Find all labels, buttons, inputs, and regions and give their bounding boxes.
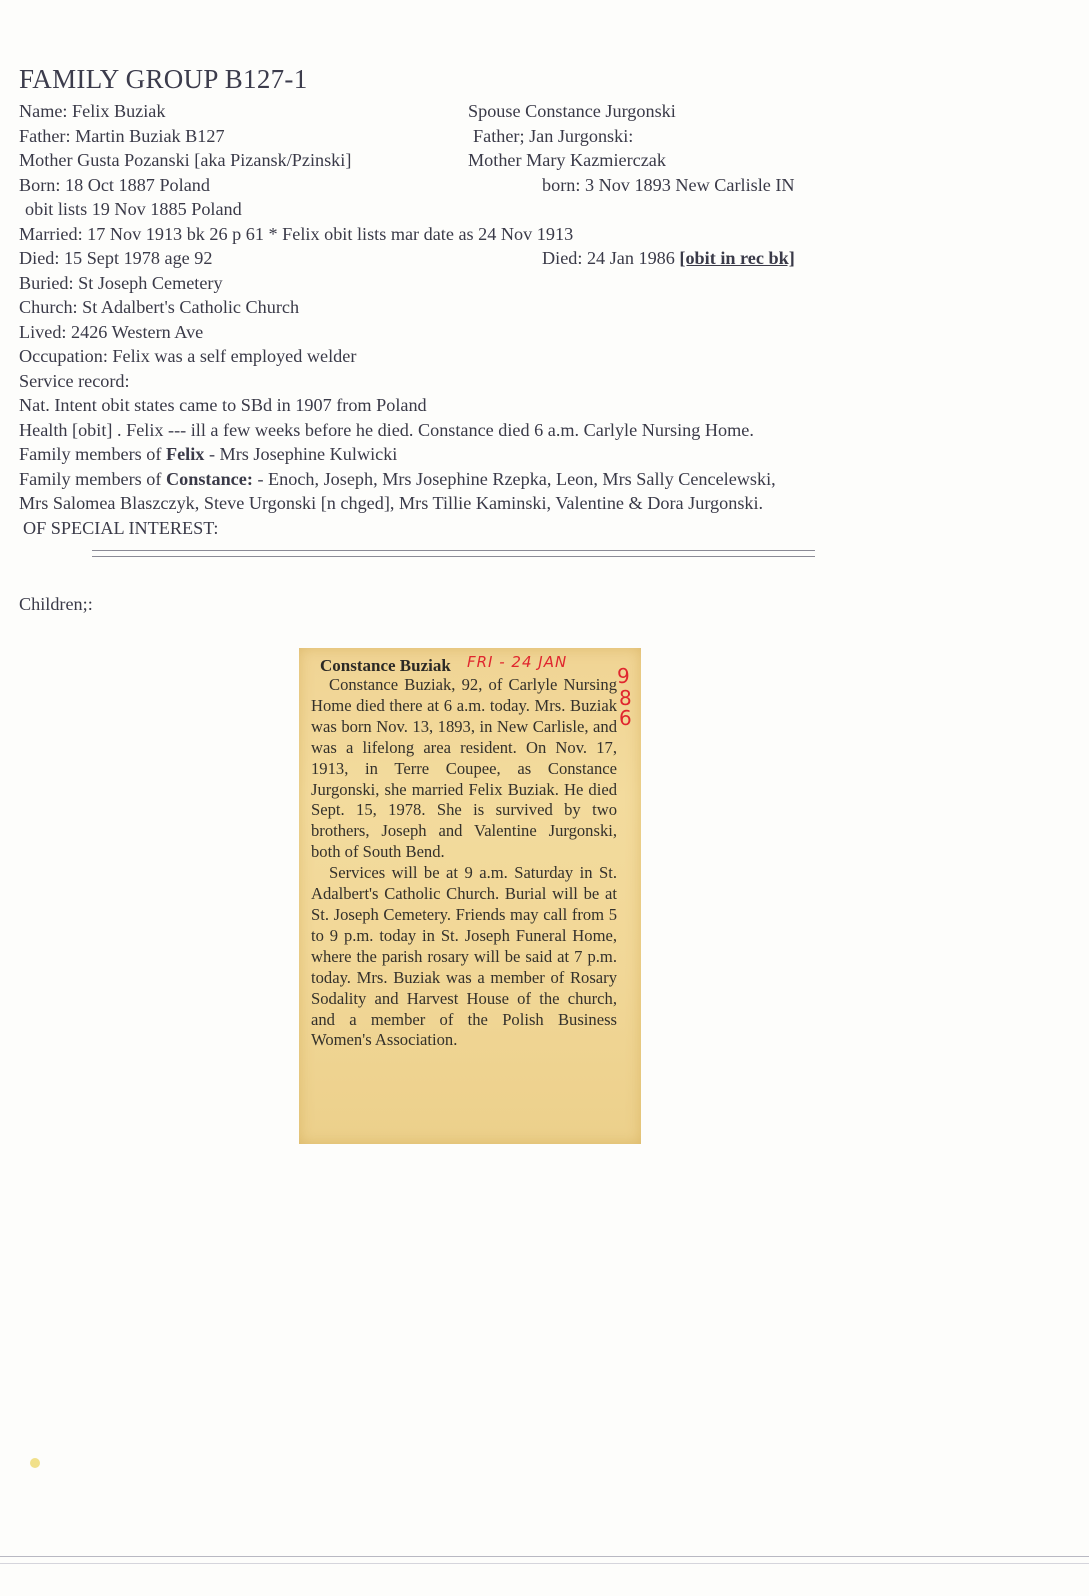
family-constance-line-2: Mrs Salomea Blaszczyk, Steve Urgonski [n chged], Mrs Tillie Kaminski, Valentine & Dora Jurgonski.	[19, 493, 764, 513]
spouse-born-line: born: 3 Nov 1893 New Carlisle IN	[542, 175, 795, 195]
service-record-line: Service record:	[19, 371, 130, 391]
paper-smudge	[30, 1458, 40, 1468]
obituary-clipping	[299, 648, 641, 1144]
family-felix-line	[19, 444, 397, 465]
page-title: FAMILY GROUP B127-1	[19, 64, 308, 94]
spouse-died-text: Died: 24 Jan 1986	[542, 248, 680, 268]
family-felix-members: - Mrs Josephine Kulwicki	[204, 444, 398, 464]
children-label: Children;:	[19, 594, 93, 614]
family-constance-name: Constance:	[166, 469, 253, 489]
clipping-body	[311, 675, 617, 1051]
spouse-line: Spouse Constance Jurgonski	[468, 101, 676, 121]
family-constance-prefix: Family members of	[19, 469, 166, 489]
obit-birth-line: obit lists 19 Nov 1885 Poland	[25, 199, 242, 219]
buried-line: Buried: St Joseph Cemetery	[19, 273, 223, 293]
margin-mark-1: 9	[617, 664, 630, 688]
margin-mark-3: 6	[619, 706, 632, 730]
health-line: Health [obit] . Felix --- ill a few weeks before he died. Constance died 6 a.m. Carlyle Nursing Home.	[19, 420, 754, 440]
margin-mark-2: 8	[619, 686, 632, 710]
family-felix-prefix: Family members of	[19, 444, 166, 464]
special-interest-heading: OF SPECIAL INTEREST:	[23, 518, 219, 538]
clipping-paragraph-1: Constance Buziak, 92, of Carlyle Nursing Home died there at 6 a.m. today. Mrs. Buziak was born Nov. 13, 1893, in New Carlisle, and was a lifelong area resident. On Nov. 17, 1913, in Terre Coupee, as Constance Jurgonski, she married Felix Buziak. He died Sept. 15, 1978. She is survived by two brothers, Joseph and Valentine Jurgonski, both of South Bend.	[311, 675, 617, 862]
father-line: Father: Martin Buziak B127	[19, 126, 225, 146]
section-divider	[92, 550, 815, 557]
clipping-headline: Constance Buziak	[320, 656, 451, 675]
naturalization-line: Nat. Intent obit states came to SBd in 1907 from Poland	[19, 395, 427, 415]
occupation-line: Occupation: Felix was a self employed welder	[19, 346, 357, 366]
clipping-paragraph-2: Services will be at 9 a.m. Saturday in St. Adalbert's Catholic Church. Burial will be at St. Joseph Cemetery. Friends may call from 5 to 9 p.m. today in St. Joseph Funeral Home, where the parish rosary will be said at 7 p.m. today. Mrs. Buziak was a member of Rosary Sodality and Harvest House of the church, and a member of the Polish Business Women's Association.	[311, 863, 617, 1050]
obit-record-link[interactable]: [obit in rec bk]	[679, 248, 795, 268]
spouse-father-line: Father; Jan Jurgonski:	[473, 126, 634, 146]
died-line: Died: 15 Sept 1978 age 92	[19, 248, 213, 268]
page-bottom-rule	[0, 1556, 1089, 1564]
married-line: Married: 17 Nov 1913 bk 26 p 61 * Felix obit lists mar date as 24 Nov 1913	[19, 224, 574, 244]
mother-line: Mother Gusta Pozanski [aka Pizansk/Pzinski]	[19, 150, 352, 170]
handwritten-date: FRI - 24 JAN	[467, 653, 568, 671]
born-line: Born: 18 Oct 1887 Poland	[19, 175, 210, 195]
church-line: Church: St Adalbert's Catholic Church	[19, 297, 300, 317]
family-constance-line	[19, 469, 776, 490]
spouse-mother-line: Mother Mary Kazmierczak	[468, 150, 666, 170]
name-line: Name: Felix Buziak	[19, 101, 166, 121]
family-constance-members: - Enoch, Joseph, Mrs Josephine Rzepka, Leon, Mrs Sally Cencelewski,	[252, 469, 776, 489]
spouse-died-line	[542, 248, 795, 269]
lived-line: Lived: 2426 Western Ave	[19, 322, 204, 342]
family-felix-name: Felix	[166, 444, 205, 464]
